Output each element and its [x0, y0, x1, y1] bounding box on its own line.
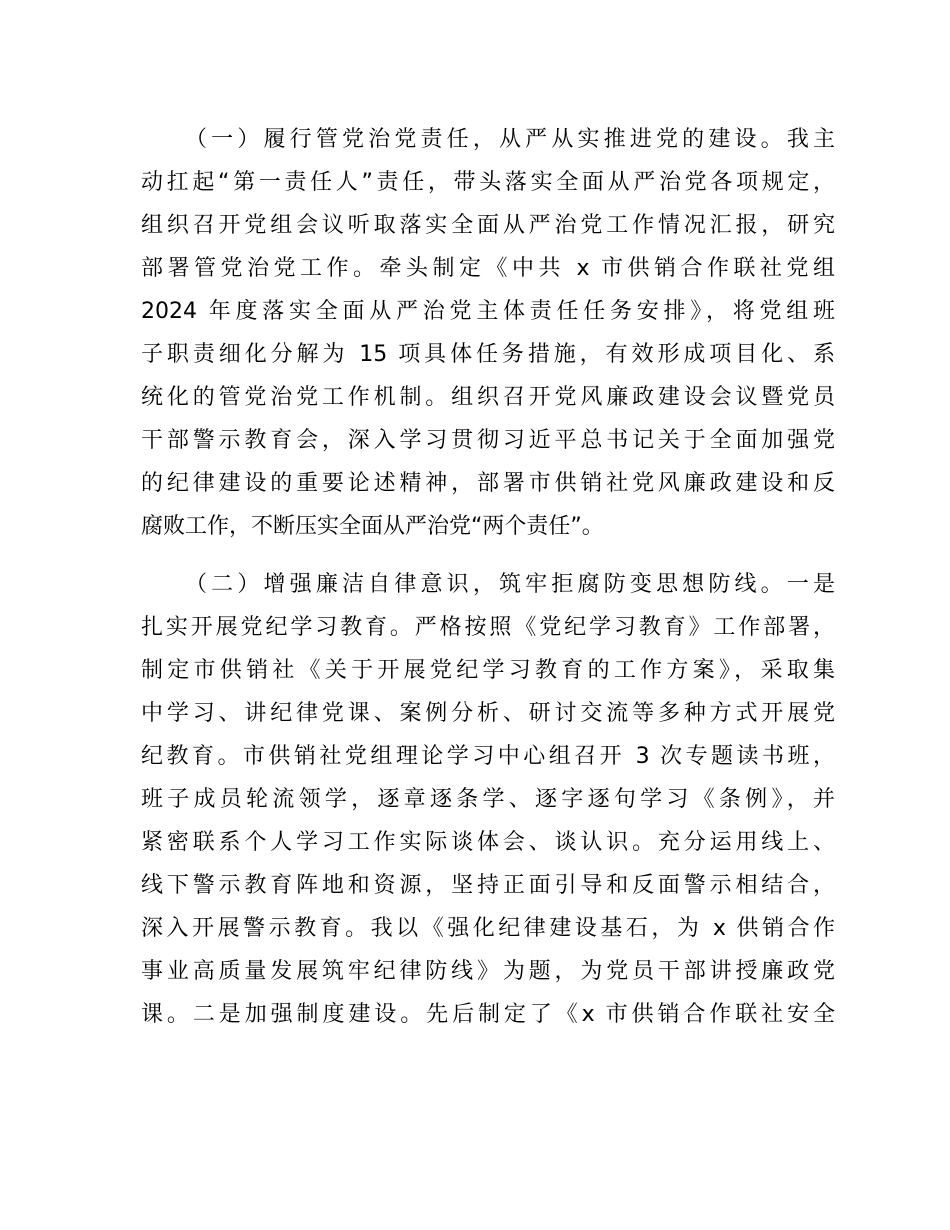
text-line: 事业高质量发展筑牢纪律防线》为题，为党员干部讲授廉政党 [141, 959, 835, 984]
text-line: （二）增强廉洁自律意识，筑牢拒腐防变思想防线。一是 [185, 572, 835, 597]
paragraph-integrity-awareness [141, 563, 835, 1036]
text-line: 干部警示教育会，深入学习贯彻习近平总书记关于全面加强党 [141, 428, 835, 453]
text-line: 部署管党治党工作。牵头制定《中共 x 市供销合作联社党组 [141, 256, 835, 281]
paragraph-party-responsibility [141, 118, 835, 548]
text-line: 线下警示教育阵地和资源，坚持正面引导和反面警示相结合， [141, 873, 835, 898]
document-body [141, 118, 835, 1051]
text-line: 统化的管党治党工作机制。组织召开党风廉政建设会议暨党员 [141, 385, 835, 410]
text-line: 深入开展警示教育。我以《强化纪律建设基石，为 x 供销合作 [141, 916, 835, 941]
text-line: 紧密联系个人学习工作实际谈体会、谈认识。充分运用线上、 [141, 830, 835, 855]
text-line: 子职责细化分解为 15 项具体任务措施，有效形成项目化、系 [141, 342, 835, 367]
text-line: 动扛起“第一责任人”责任，带头落实全面从严治党各项规定， [141, 170, 836, 195]
text-line: 纪教育。市供销社党组理论学习中心组召开 3 次专题读书班， [141, 744, 835, 769]
text-line: 的纪律建设的重要论述精神，部署市供销社党风廉政建设和反 [141, 471, 835, 496]
text-line: 腐败工作，不断压实全面从严治党“两个责任”。 [141, 514, 604, 539]
text-line: 制定市供销社《关于开展党纪学习教育的工作方案》，采取集 [141, 658, 835, 683]
text-line: 课。二是加强制度建设。先后制定了《x 市供销合作联社安全 [141, 1002, 835, 1027]
text-line: 2024 年度落实全面从严治党主体责任任务安排》，将党组班 [141, 299, 835, 324]
text-line: （一）履行管党治党责任，从严从实推进党的建设。我主 [185, 127, 835, 152]
text-line: 中学习、讲纪律党课、案例分析、研讨交流等多种方式开展党 [141, 701, 835, 726]
text-line: 组织召开党组会议听取落实全面从严治党工作情况汇报，研究 [141, 213, 835, 238]
text-line: 扎实开展党纪学习教育。严格按照《党纪学习教育》工作部署， [141, 615, 835, 640]
text-line: 班子成员轮流领学，逐章逐条学、逐字逐句学习《条例》，并 [141, 787, 835, 812]
